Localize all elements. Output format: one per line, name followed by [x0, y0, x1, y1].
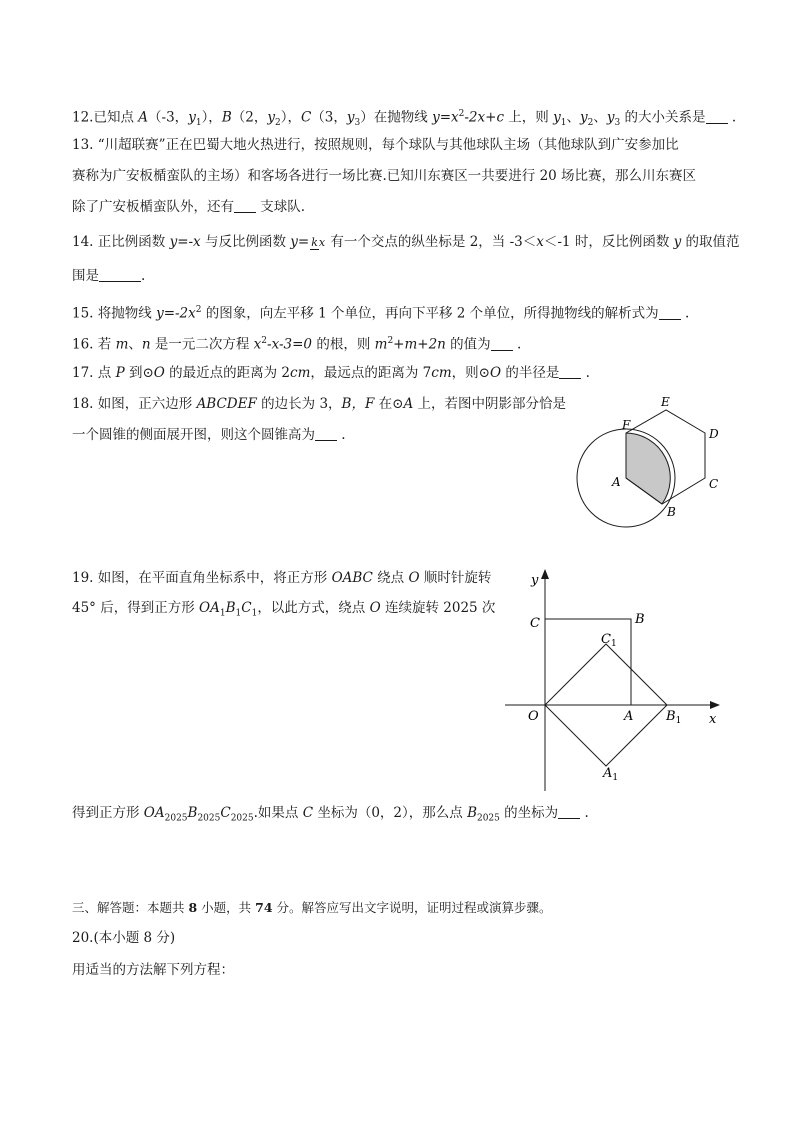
answer-blank [99, 267, 141, 282]
rotated-square-figure [505, 565, 730, 800]
label-b: B [635, 612, 645, 627]
label-c1: $C_1$ [601, 632, 617, 649]
answer-blank [706, 109, 728, 124]
answer-blank [315, 426, 337, 441]
answer-blank [559, 364, 581, 379]
question-15: 15. 将抛物线 $y=-2x^2$ 的图象，向左平移 1 个单位，再向下平移 2 个单位，所得抛物线的解析式为 . [72, 305, 690, 322]
fraction-k-over-x: kx [311, 236, 326, 249]
hexagon-circle-figure [570, 390, 750, 540]
question-14-line-1: 14. 正比例函数 y=-x 与反比例函数 y= kx 有一个交点的纵坐标是 2，当 -3＜x＜-1 时，反比例函数 y 的取值范 [72, 234, 740, 250]
label-a: A [624, 709, 634, 724]
section-3-heading: 三、解答题：本题共 8 小题，共 74 分。解答应写出文字说明，证明过程或演算步骤。 [72, 900, 552, 915]
question-12: 12.已知点 A（-3，$y_1$），B（2，$y_2$），C（3，$y_3$）在抛物线 $y=x^2-2x+c$ 上，则 $y_1$、$y_2$、$y_3$ 的大小关系是 . [72, 109, 737, 129]
question-16: 16. 若 m、n 是一元二次方程 $x^2-x-3=0$ 的根，则 $m^2+m+2n$ 的值为 . [72, 336, 522, 353]
question-13-line-2: 赛称为广安板楯蛮队的主场）和客场各进行一场比赛.已知川东赛区一共要进行 20 场比赛，那么川东赛区 [72, 168, 697, 184]
question-20-text: 用适当的方法解下列方程： [72, 962, 234, 978]
question-18-line-2: 一个圆锥的侧面展开图，则这个圆锥高为 . [72, 427, 346, 443]
label-b1: $B_1$ [666, 709, 682, 726]
label-a1: $A_1$ [603, 766, 619, 783]
question-18-line-1: 18. 如图，正六边形 ABCDEF 的边长为 3，B，F 在⊙A 上，若图中阴影部分恰是 [72, 396, 566, 412]
label-d: D [709, 427, 719, 441]
label-x: x [709, 712, 717, 727]
label-o: O [528, 709, 539, 724]
label-a: A [612, 475, 621, 489]
question-19-line-1: 19. 如图，在平面直角坐标系中，将正方形 OABC 绕点 O 顺时针旋转 [72, 570, 492, 586]
answer-blank [558, 804, 580, 819]
label-c: C [530, 616, 540, 631]
question-13-line-3: 除了广安板楯蛮队外，还有 支球队. [72, 199, 306, 215]
answer-blank [491, 336, 513, 351]
question-14-line-2: 围是 . [72, 268, 146, 284]
label-y: y [531, 573, 539, 588]
answer-blank [234, 198, 256, 213]
question-19-line-2: 45° 后，得到正方形 $OA_1B_1C_1$，以此方式，绕点 O 连续旋转 2025 次 [72, 600, 496, 619]
shaded-sector [626, 433, 670, 504]
question-19-line-3: 得到正方形 $OA_{2025}B_{2025}C_{2025}$.如果点 C 坐标为（0，2），那么点 $B_{2025}$ 的坐标为 . [72, 805, 589, 824]
label-b: B [667, 505, 676, 519]
question-17: 17. 点 P 到⊙O 的最近点的距离为 2cm，最远点的距离为 7cm，则⊙O 的半径是 . [72, 365, 590, 381]
answer-blank [659, 305, 681, 320]
question-13-line-1: 13. “川超联赛”正在巴蜀大地火热进行，按照规则，每个球队与其他球队主场（其他球队到广安参加比 [72, 137, 679, 153]
label-f: F [622, 418, 631, 432]
question-20-title: 20.(本小题 8 分) [72, 930, 176, 946]
label-e: E [661, 395, 670, 409]
label-c: C [709, 477, 719, 491]
